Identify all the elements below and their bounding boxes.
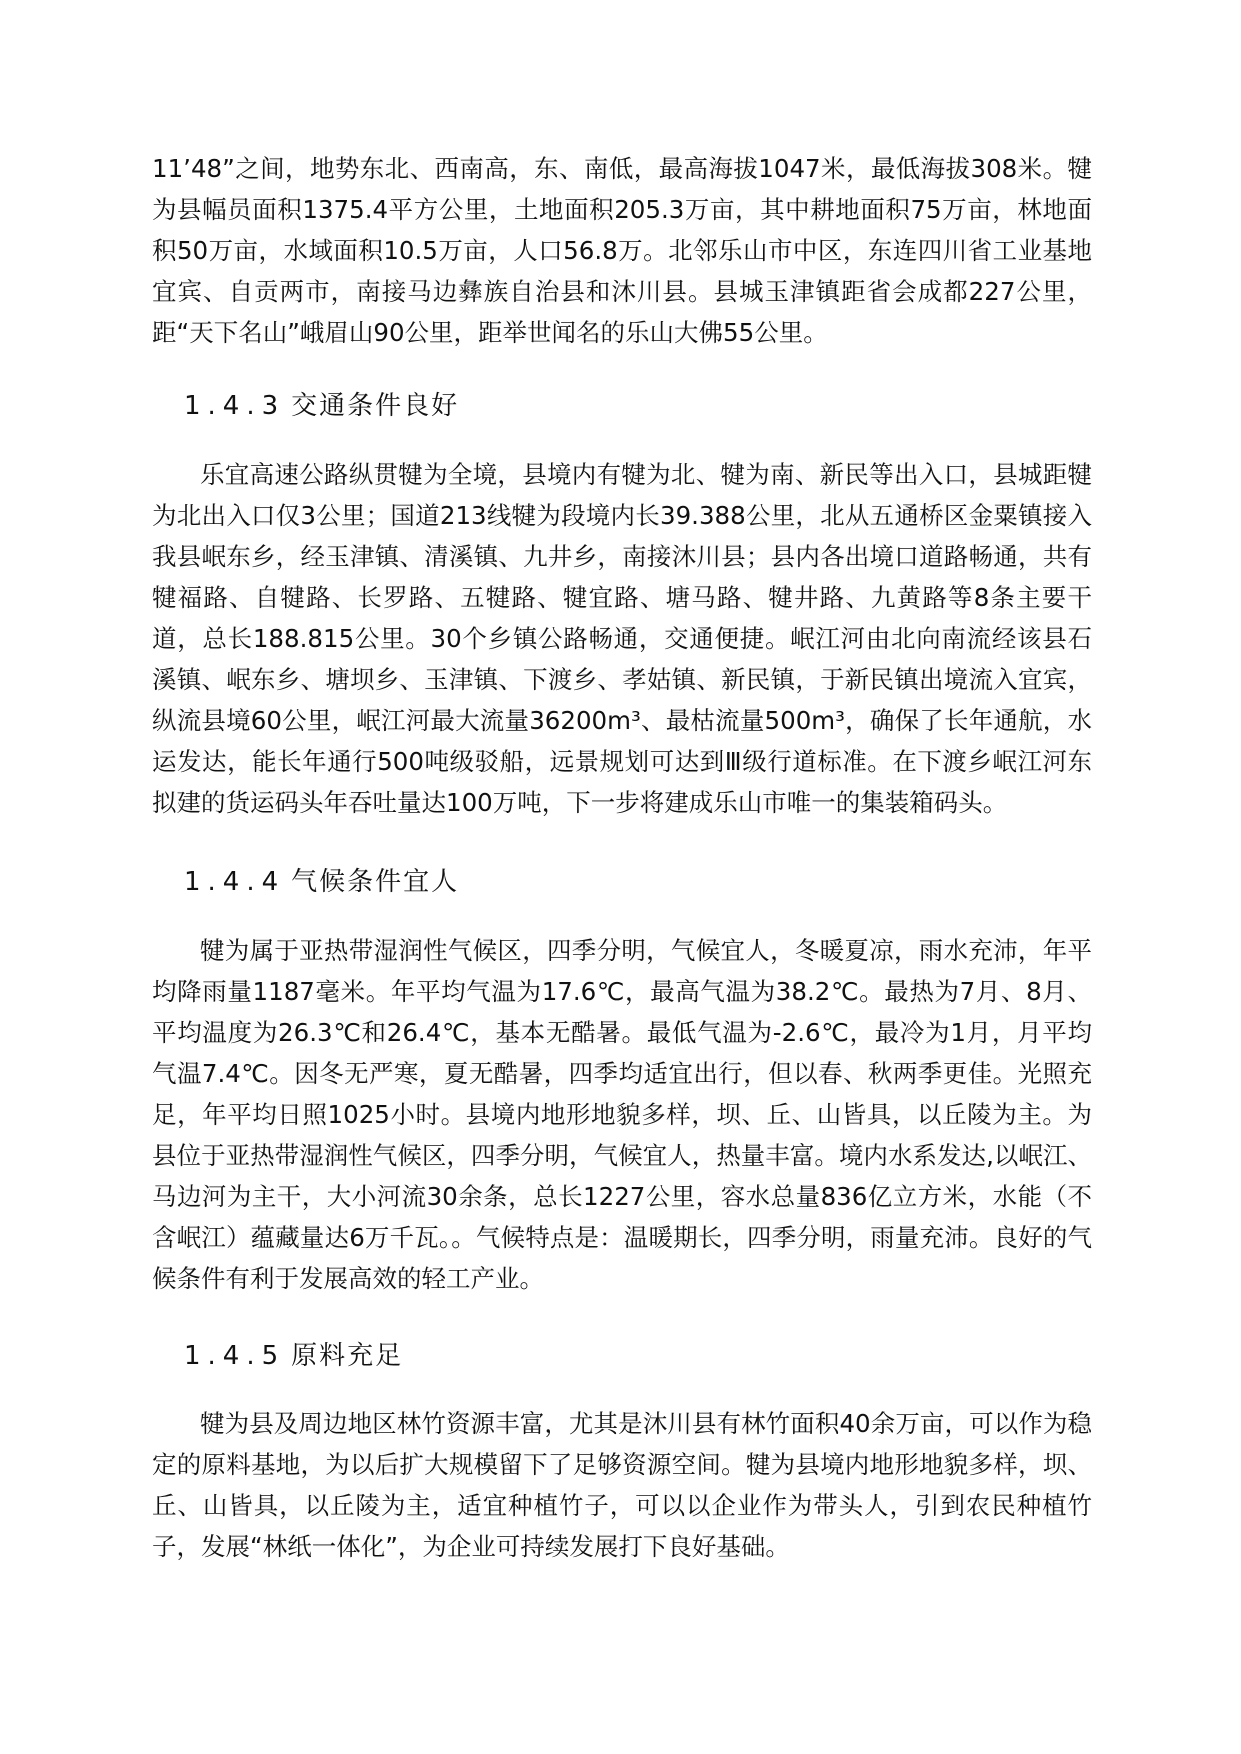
section-heading-1-4-5 xyxy=(184,1339,403,1373)
section-body-materials: 犍为县及周边地区林竹资源丰富，尤其是沐川县有林竹面积40余万亩，可以作为稳定的原料基地，为以后扩大规模留下了足够资源空间。犍为县境内地形地貌多样，坝、丘、山皆具，以丘陵为主，适宜种植竹子，可以以企业作为带头人，引到农民种植竹子，发展“林纸一体化”，为企业可持续发展打下良好基础。 xyxy=(152,1409,1092,1561)
section-body-climate: 犍为属于亚热带湿润性气候区，四季分明，气候宜人，冬暖夏凉，雨水充沛，年平均降雨量1187毫米。年平均气温为17.6℃，最高气温为38.2℃。最热为7月、8月、平均温度为26.3℃和26.4℃，基本无酷暑。最低气温为-2.6℃，最冷为1月，月平均气温7.4℃。因冬无严寒，夏无酷暑，四季均适宜出行，但以春、秋两季更佳。光照充足，年平均日照1025小时。县境内地形地貌多样，坝、丘、山皆具，以丘陵为主。为县位于亚热带湿润性气候区，四季分明，气候宜人，热量丰富。境内水系发达,以岷江、马边河为主干，大小河流30余条，总长1227公里，容水总量836亿立方米，水能（不含岷江）蕴藏量达6万千瓦。。气候特点是：温暖期长，四季分明，雨量充沛。良好的气候条件有利于发展高效的轻工产业。 xyxy=(152,936,1092,1293)
section-number: 1.4.4 xyxy=(184,867,286,897)
section-number: 1.4.5 xyxy=(184,1341,286,1371)
section-number: 1.4.3 xyxy=(184,391,286,421)
section-body-transport: 乐宜高速公路纵贯犍为全境，县境内有犍为北、犍为南、新民等出入口，县城距犍为北出入口仅3公里；国道213线犍为段境内长39.388公里，北从五通桥区金粟镇接入我县岷东乡，经玉津镇、清溪镇、九井乡，南接沐川县；县内各出境口道路畅通，共有犍福路、自犍路、长罗路、五犍路、犍宜路、塘马路、犍井路、九黄路等8条主要干道，总长188.815公里。30个乡镇公路畅通，交通便捷。岷江河由北向南流经该县石溪镇、岷东乡、塘坝乡、玉津镇、下渡乡、孝姑镇、新民镇，于新民镇出境流入宜宾，纵流县境60公里，岷江河最大流量36200m³、最枯流量500m³，确保了长年通航，水运发达，能长年通行500吨级驳船，远景规划可达到Ⅲ级行道标准。在下渡乡岷江河东拟建的货运码头年吞吐量达100万吨，下一步将建成乐山市唯一的集装箱码头。 xyxy=(152,460,1092,817)
intro-paragraph: 11’48”之间，地势东北、西南高，东、南低，最高海拔1047米，最低海拔308米。犍为县幅员面积1375.4平方公里，土地面积205.3万亩，其中耕地面积75万亩，林地面积50万亩，水域面积10.5万亩，人口56.8万。北邻乐山市中区，东连四川省工业基地宜宾、自贡两市，南接马边彝族自治县和沐川县。县城玉津镇距省会成都227公里，距“天下名山”峨眉山90公里，距举世闻名的乐山大佛55公里。 xyxy=(152,154,1092,347)
section-heading-1-4-4 xyxy=(184,865,459,899)
section-heading-1-4-3 xyxy=(184,389,459,423)
section-title: 气候条件宜人 xyxy=(291,867,460,897)
section-title: 交通条件良好 xyxy=(291,391,460,421)
section-title: 原料充足 xyxy=(291,1341,404,1371)
